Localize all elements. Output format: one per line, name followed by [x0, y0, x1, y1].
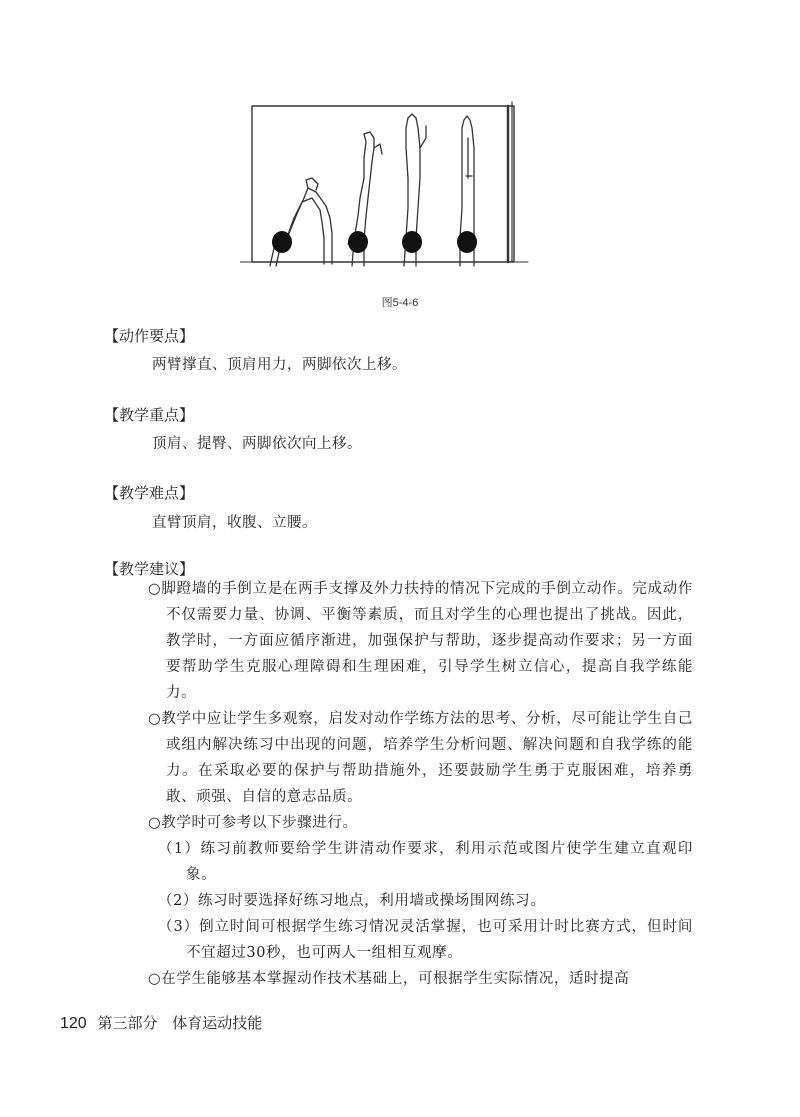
difficulties-text: 直臂顶肩，收腹、立腰。 [152, 515, 317, 531]
suggestion-step: （1）练习前教师要给学生讲清动作要求，利用示范或图片使学生建立直观印象。 [158, 841, 693, 883]
handstand-figure [240, 98, 530, 288]
figure-caption: 图5-4-6 [381, 297, 419, 309]
footer-section: 体育运动技能 [172, 1014, 263, 1032]
suggestion-item: ○脚蹬墙的手倒立是在两手支撑及外力扶持的情况下完成的手倒立动作。完成动作不仅需要力量、协调、平衡等素质，而且对学生的心理也提出了挑战。因此，教学时，一方面应循序渐进，加强保护与帮助，逐步提高动作要求；另一方面要帮助学生克服心理障碍和生理困难，引导学生树立信心，提高自我学练能力。 [148, 581, 693, 701]
suggestion-step: （2）练习时要选择好练习地点，利用墙或操场围网练习。 [158, 893, 546, 909]
suggestion-item: ○在学生能够基本掌握动作技术基础上，可根据学生实际情况，适时提高 [148, 971, 630, 987]
footer-part: 第三部分 [97, 1014, 158, 1032]
suggestion-item: ○教学时可参考以下步骤进行。 [148, 815, 358, 831]
key-points-text: 顶肩、提臀、两脚依次向上移。 [152, 436, 362, 452]
section-heading-key-points: 【教学重点】 [104, 406, 195, 424]
section-heading-suggestions: 【教学建议】 [104, 560, 195, 578]
figure-stage-1 [270, 178, 332, 266]
suggestions-body [148, 576, 693, 992]
section-heading-action-points: 【动作要点】 [104, 327, 195, 345]
action-points-text: 两臂撑直、顶肩用力，两脚依次上移。 [152, 357, 407, 373]
suggestion-step: （3）倒立时间可根据学生练习情况灵活掌握，也可采用计时比赛方式，但时间不宜超过30秒，也可两人一组相互观摩。 [158, 919, 693, 961]
section-heading-difficulties: 【教学难点】 [104, 484, 195, 502]
suggestion-item: ○教学中应让学生多观察，启发对动作学练方法的思考、分析，尽可能让学生自己或组内解决练习中出现的问题，培养学生分析问题、解决问题和自我学练的能力。在采取必要的保护与帮助措施外，还要鼓励学生勇于克服困难，培养勇敢、顽强、自信的意志品质。 [148, 711, 693, 805]
page-number: 120 [60, 1015, 87, 1032]
page-footer [60, 1012, 262, 1033]
